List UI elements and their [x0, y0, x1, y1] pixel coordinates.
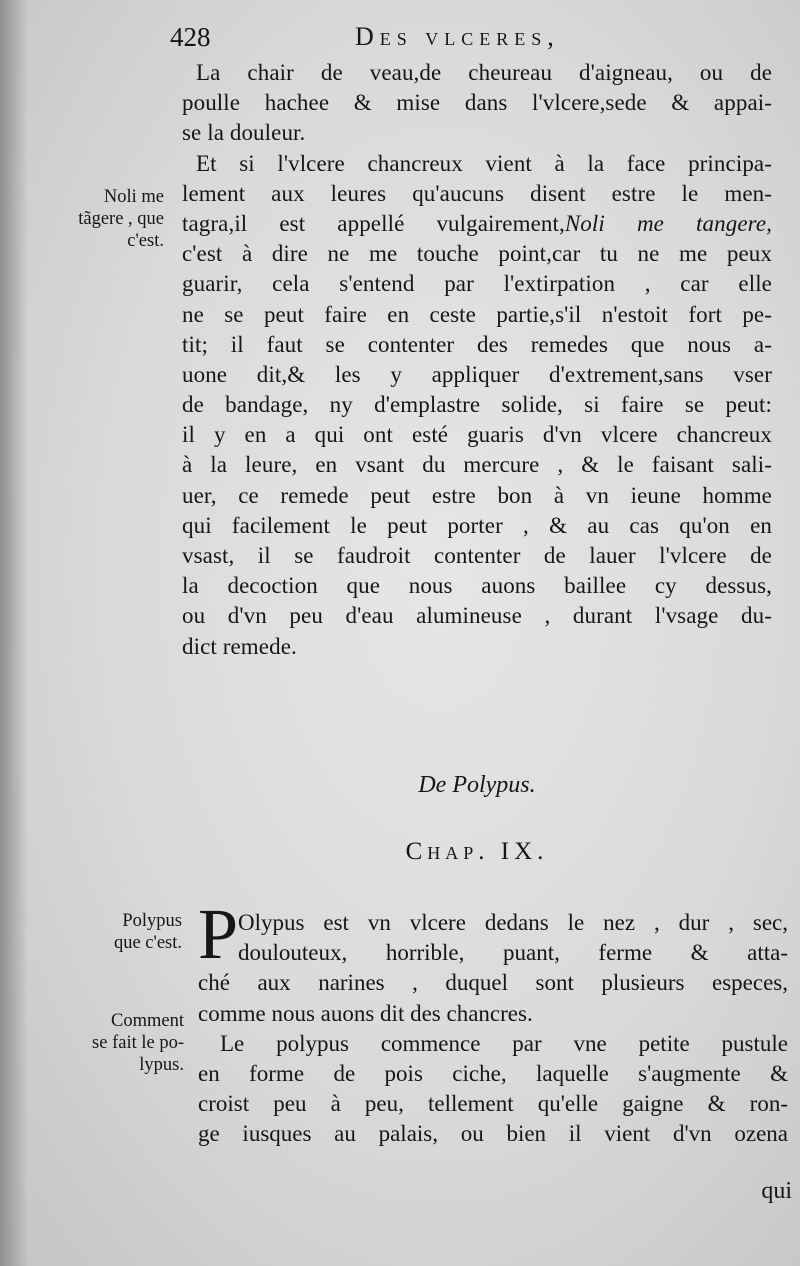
margin-note-line: lypus. — [139, 1055, 184, 1075]
margin-note-line: que c'est. — [113, 933, 182, 953]
text-line: ou d'vn peu d'eau alumineuse , durant l'vsage du- — [182, 603, 772, 629]
text-line: comme nous auons dit des chancres. — [198, 1000, 533, 1026]
text-line: guarir, cela s'entend par l'extirpation , car elle — [182, 271, 772, 297]
margin-note-line: c'est. — [127, 231, 164, 251]
margin-note-line: tãgere , que — [78, 209, 164, 229]
text-line-with-italic — [182, 209, 772, 239]
text-line: c'est à dire ne me touche point,car tu ne me peux — [182, 241, 772, 267]
text-line: la decoction que nous auons baillee cy dessus, — [182, 573, 772, 599]
text-line: qui facilement le peut porter , & au cas qu'on en — [182, 512, 772, 538]
text-segment: tagra,il est appellé vulgairement, — [182, 210, 565, 236]
body-text — [182, 58, 772, 662]
text-line: uone dit,& les y appliquer d'extrement,sans vser — [182, 361, 772, 387]
text-line: doulouteux, horrible, puant, ferme & atta- — [238, 940, 788, 966]
text-line: dict remede. — [182, 633, 297, 659]
running-title: Des vlceres, — [355, 22, 560, 51]
drop-cap: P — [198, 894, 239, 974]
text-line: Et si l'vlcere chancreux vient à la face principa- — [196, 150, 772, 176]
margin-note-comment — [34, 1010, 184, 1076]
margin-note-line: Comment — [111, 1011, 184, 1031]
margin-note-line: Noli me — [103, 187, 164, 207]
text-line: se la douleur. — [182, 120, 306, 146]
text-line: en forme de pois ciche, laquelle s'augmente & — [198, 1060, 788, 1086]
text-line: Olypus est vn vlcere dedans le nez , dur , sec, — [238, 910, 788, 935]
text-line: à la leure, en vsant du mercure , & le faisant sali- — [182, 452, 772, 478]
running-head — [170, 22, 770, 58]
text-line: poulle hachee & mise dans l'vlcere,sede & appai- — [182, 90, 772, 116]
margin-note-noli — [14, 186, 164, 252]
text-line: croist peu à peu, tellement qu'elle gaigne & ron- — [198, 1091, 788, 1117]
chapter-title: Chap. IX. — [405, 838, 549, 865]
text-line: uer, ce remede peut estre bon à vn ieune homme — [182, 482, 772, 508]
section-title: De Polypus. — [418, 772, 536, 798]
text-line: vsast, il se faudroit contenter de lauer l'vlcere de — [182, 543, 772, 568]
catchword: qui — [761, 1178, 792, 1204]
margin-note-line: se fait le po- — [92, 1033, 184, 1053]
text-line: ché aux narines , duquel sont plusieurs especes, — [198, 970, 788, 996]
text-line: ne se peut faire en ceste partie,s'il n'estoit fort pe- — [182, 301, 772, 327]
text-line: Le polypus commence par vne petite pustule — [220, 1030, 788, 1056]
text-line: tit; il faut se contenter des remedes que nous a- — [182, 331, 772, 357]
text-line: lement aux leures qu'aucuns disent estre le men- — [182, 180, 772, 206]
text-line: ge iusques au palais, ou bien il vient d'vn ozena — [198, 1121, 788, 1147]
chapter-body — [198, 908, 788, 1150]
text-line: il y en a qui ont esté guaris d'vn vlcere chancreux — [182, 422, 772, 448]
italic-phrase: Noli me tangere, — [564, 210, 772, 236]
text-line: La chair de veau,de cheureau d'aigneau, ou de — [196, 60, 772, 85]
margin-note-line: Polypus — [122, 911, 182, 931]
page-number: 428 — [170, 22, 211, 52]
text-line: de bandage, ny d'emplastre solide, si faire se peut: — [182, 392, 772, 418]
margin-note-polypus — [32, 910, 182, 954]
